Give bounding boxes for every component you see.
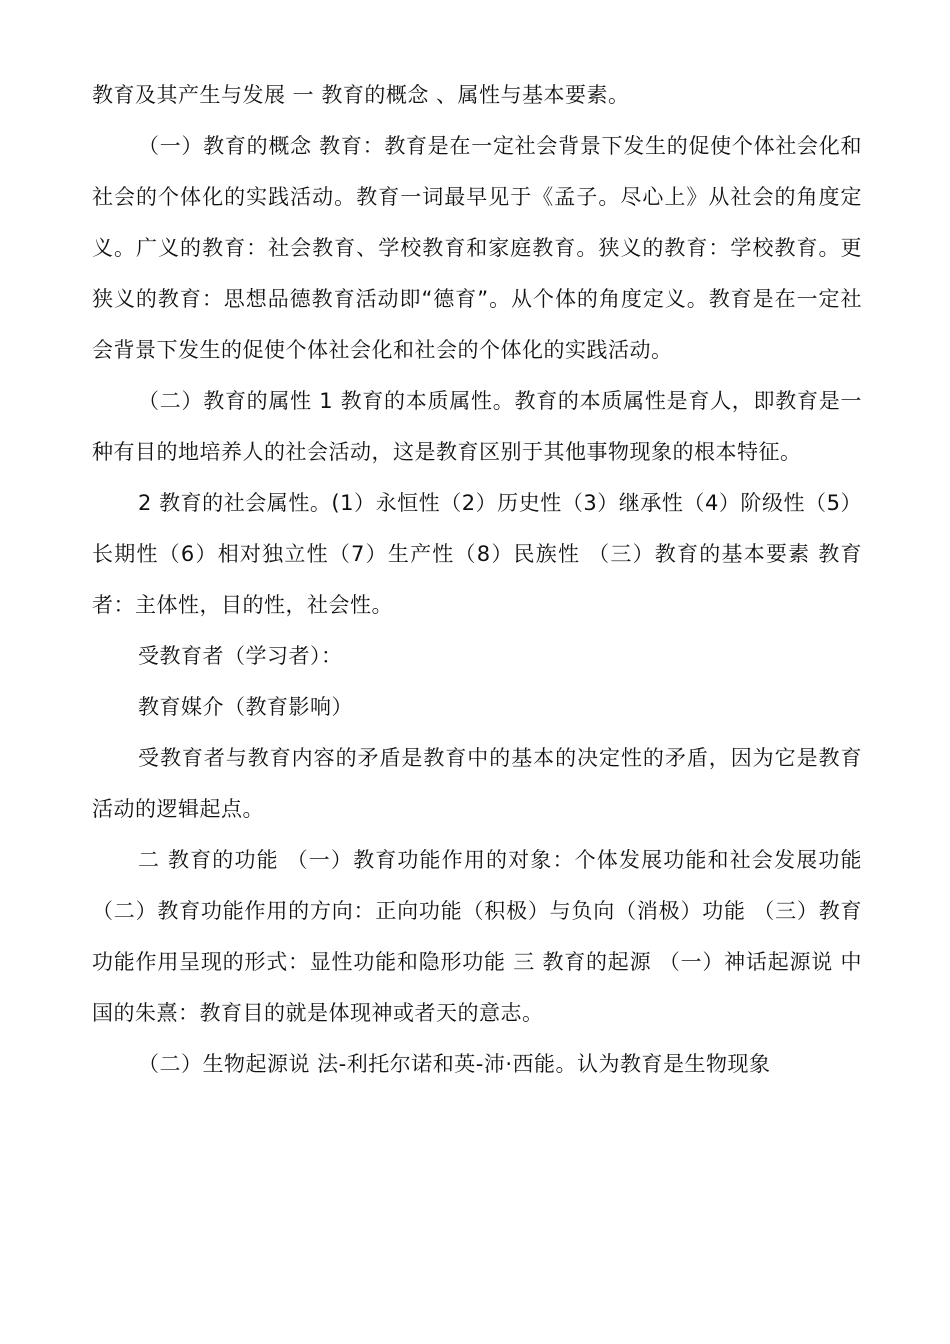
paragraph-biological-origin: （二）生物起源说 法-利托尔诺和英-沛·西能。认为教育是生物现象 bbox=[138, 1052, 771, 1076]
paragraph-concept: （一）教育的概念 教育：教育是在一定社会背景下发生的促使个体社会化和社会的个体化的实践活动。教育一词最早见于《孟子。尽心上》从社会的角度定义。广义的教育：社会教育、学校教育和家庭教育。狭义的教育：学校教育。更狭义的教育：思想品德教育活动即“德育”。从个体的角度定义。教育是在一定社会背景下发生的促使个体社会化和社会的个体化的实践活动。 bbox=[92, 134, 862, 362]
paragraph-attributes: （二）教育的属性 1 教育的本质属性。教育的本质属性是育人，即教育是一种有目的地培养人的社会活动，这是教育区别于其他事物现象的根本特征。 bbox=[92, 389, 862, 464]
paragraph-learner: 受教育者（学习者）： bbox=[138, 644, 343, 668]
paragraph-functions: 二 教育的功能 （一）教育功能作用的对象：个体发展功能和社会发展功能 （二）教育功能作用的方向：正向功能（积极）与负向（消极）功能 （三）教育功能作用呈现的形式：显性功能和隐形功能 三 教育的起源 （一）神话起源说 中国的朱熹：教育目的就是体现神或者天的意志。 bbox=[92, 848, 862, 1025]
paragraph-media: 教育媒介（教育影响） bbox=[138, 695, 353, 719]
paragraph-contradiction: 受教育者与教育内容的矛盾是教育中的基本的决定性的矛盾，因为它是教育活动的逻辑起点。 bbox=[92, 746, 862, 821]
paragraph-heading: 教育及其产生与发展 一 教育的概念 、属性与基本要素。 bbox=[92, 83, 630, 107]
paragraph-social-attributes: 2 教育的社会属性。(1）永恒性（2）历史性（3）继承性（4）阶级性（5）长期性（6）相对独立性（7）生产性（8）民族性 （三）教育的基本要素 教育者：主体性，目的性，社会性。 bbox=[92, 491, 862, 617]
document-body bbox=[92, 70, 862, 1090]
